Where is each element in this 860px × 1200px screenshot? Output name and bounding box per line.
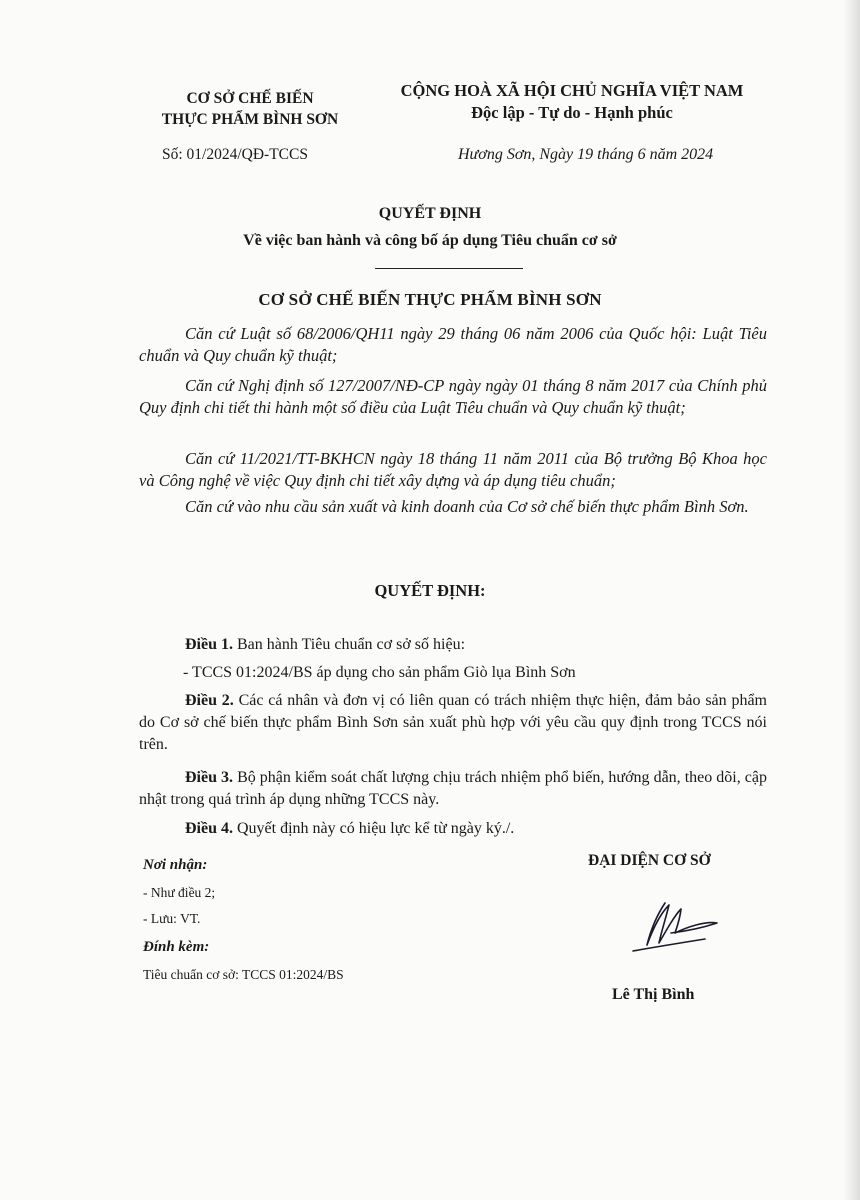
legal-basis-4: Căn cứ vào nhu cầu sản xuất và kinh doanh của Cơ sở chế biến thực phẩm Bình Sơn.	[185, 497, 749, 516]
legal-basis-2: Căn cứ Nghị định số 127/2007/NĐ-CP ngày ngày 01 tháng 8 năm 2017 của Chính phủ Quy định chi tiết thi hành một số điều của Luật Tiêu chuẩn và Quy chuẩn kỹ thuật;	[139, 376, 767, 417]
org-line-1: CƠ SỞ CHẾ BIẾN	[186, 90, 314, 107]
issuer-heading: CƠ SỞ CHẾ BIẾN THỰC PHẨM BÌNH SƠN	[258, 290, 602, 309]
recipients-heading: Nơi nhận:	[143, 857, 208, 873]
legal-basis-1: Căn cứ Luật số 68/2006/QH11 ngày 29 tháng 06 năm 2006 của Quốc hội: Luật Tiêu chuẩn và Quy chuẩn kỹ thuật;	[139, 324, 767, 365]
article-2-label: Điều 2.	[185, 692, 234, 709]
national-header	[372, 80, 772, 124]
decision-heading: QUYẾT ĐỊNH:	[374, 581, 486, 600]
article-1-label: Điều 1.	[185, 636, 233, 653]
article-3	[139, 767, 767, 811]
attachment-block	[143, 935, 344, 989]
article-4-text: Quyết định này có hiệu lực kể từ ngày ký./.	[233, 820, 515, 837]
article-2-text: Các cá nhân và đơn vị có liên quan có trách nhiệm thực hiện, đảm bảo sản phẩm do Cơ sở chế biến thực phẩm Bình Sơn sản xuất phù hợp với yêu cầu quy định trong TCCS nói trên.	[139, 692, 768, 753]
org-line-2: THỰC PHẨM BÌNH SƠN	[161, 111, 339, 128]
signer-name: Lê Thị Bình	[612, 986, 695, 1003]
recipient-item-2: - Lưu: VT.	[143, 911, 201, 926]
article-4-label: Điều 4.	[185, 820, 233, 837]
organization-name	[140, 88, 360, 130]
recipient-item-1: - Như điều 2;	[143, 885, 216, 900]
article-1-text: Ban hành Tiêu chuẩn cơ sở số hiệu:	[233, 636, 466, 653]
nation-line-2: Độc lập - Tự do - Hạnh phúc	[471, 103, 673, 122]
article-1-item-text: - TCCS 01:2024/BS áp dụng cho sản phẩm Giò lụa Bình Sơn	[183, 664, 576, 681]
title-divider	[375, 268, 523, 269]
recipients-block	[143, 853, 215, 931]
article-2	[139, 690, 767, 756]
article-1	[139, 634, 767, 656]
document-title: QUYẾT ĐỊNH	[378, 205, 482, 222]
nation-line-1: CỘNG HOÀ XÃ HỘI CHỦ NGHĨA VIỆT NAM	[400, 81, 744, 100]
article-4	[139, 818, 767, 840]
article-3-text: Bộ phận kiểm soát chất lượng chịu trách nhiệm phổ biến, hướng dẫn, theo dõi, cập nhật trong quá trình áp dụng những TCCS này.	[139, 769, 767, 808]
handwritten-signature	[625, 893, 725, 953]
attachment-heading: Đính kèm:	[143, 939, 210, 955]
document-number: Số: 01/2024/QĐ-TCCS	[162, 146, 308, 163]
page-edge-shadow	[844, 0, 860, 1200]
article-3-label: Điều 3.	[185, 769, 234, 786]
article-1-item	[139, 662, 767, 684]
signature-title: ĐẠI DIỆN CƠ SỞ	[588, 852, 711, 869]
document-subtitle: Về việc ban hành và công bố áp dụng Tiêu chuẩn cơ sở	[243, 232, 617, 249]
place-date: Hương Sơn, Ngày 19 tháng 6 năm 2024	[458, 146, 714, 163]
legal-basis-3: Căn cứ 11/2021/TT-BKHCN ngày 18 tháng 11 năm 2011 của Bộ trưởng Bộ Khoa học và Công nghệ về việc Quy định chi tiết xây dựng và áp dụng tiêu chuẩn;	[139, 449, 767, 490]
attachment-text: Tiêu chuẩn cơ sở: TCCS 01:2024/BS	[143, 967, 344, 982]
